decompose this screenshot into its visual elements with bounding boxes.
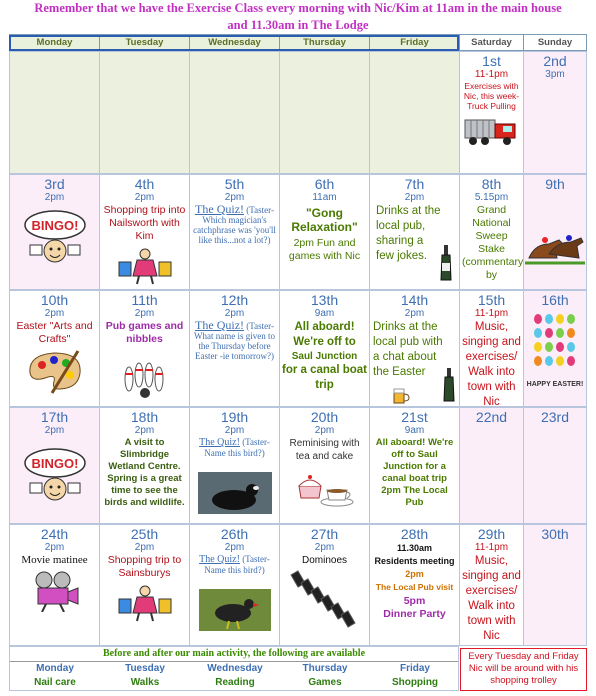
event-text: Residents meeting [374, 556, 455, 566]
header-friday: Friday [369, 34, 460, 51]
bingo-icon [22, 445, 88, 505]
day-number: 27th [310, 526, 339, 542]
event-time: 2pm [314, 425, 335, 436]
event-text: Shopping trip into Nailsworth with Kim [103, 204, 186, 242]
event-text: 2pm Fun and games with Nic [288, 237, 361, 262]
event-text: Drinks at the local pub, sharing a few jokes. [376, 205, 441, 262]
event-text: The Local Pub visit [375, 582, 454, 592]
event-time: 2pm [224, 192, 245, 203]
day-cell-2 [523, 51, 587, 174]
empty-cell [9, 51, 100, 174]
event-time: 2pm [405, 569, 424, 579]
tea-cake-icon [293, 466, 357, 510]
day-number: 23rd [540, 409, 570, 425]
day-number: 3rd [44, 176, 65, 192]
header-sunday: Sunday [523, 34, 587, 51]
footer-day: Friday [399, 663, 430, 674]
footer-day: Wednesday [207, 663, 263, 674]
day-number: 26th [220, 526, 249, 542]
event-time: 2pm [404, 308, 425, 319]
event-time: 11-1pm [474, 542, 509, 553]
svg-text:BINGO!: BINGO! [31, 218, 78, 233]
day-number: 4th [134, 176, 155, 192]
event-text: for a canal boat trip [282, 364, 367, 391]
day-cell-4 [99, 174, 190, 290]
day-cell-6 [279, 174, 370, 290]
day-cell-29 [459, 524, 524, 646]
day-number: 7th [404, 176, 425, 192]
event-time: 5pm [403, 595, 426, 607]
event-time: 11.30am [396, 543, 433, 553]
day-cell-14 [369, 290, 460, 407]
event-text: Dominoes [301, 555, 348, 566]
day-number: 22nd [475, 409, 508, 425]
bingo-icon [22, 207, 88, 267]
day-number: 28th [400, 526, 429, 542]
event-text: Music, singing and exercises/ Walk into town with Nic [462, 555, 521, 642]
day-number: 13th [310, 292, 339, 308]
event-time: 2pm [134, 192, 155, 203]
quiz-question: (Taster- Which magician's catchphrase was 'you'll like this...not a lot?) [193, 205, 276, 245]
footer-day: Thursday [302, 663, 348, 674]
day-number: 24th [40, 526, 69, 542]
day-number: 9th [545, 176, 565, 192]
movie-camera-icon [30, 570, 80, 612]
svg-text:BINGO!: BINGO! [31, 456, 78, 471]
header-tuesday: Tuesday [99, 34, 190, 51]
day-cell-15 [459, 290, 524, 407]
footer-item-thursday [280, 662, 370, 690]
event-text: Exercises with Nic, this week- Truck Pulling [463, 81, 520, 111]
header-monday: Monday [9, 34, 100, 51]
header-thursday: Thursday [279, 34, 370, 51]
quiz-title: The Quiz! [199, 554, 240, 565]
day-cell-9 [523, 174, 587, 290]
event-time: 2pm [224, 308, 245, 319]
quiz-title: The Quiz! [199, 437, 240, 448]
dominoes-icon [290, 570, 360, 632]
day-number: 25th [130, 526, 159, 542]
quiz-title: The Quiz! [195, 202, 245, 216]
day-cell-11 [99, 290, 190, 407]
event-time: 2pm [134, 308, 155, 319]
footer-activity: Nail care [34, 677, 76, 688]
footer-day: Monday [36, 663, 74, 674]
event-time: 2pm [44, 308, 65, 319]
event-text: Pub games and nibbles [105, 320, 184, 345]
footer-item-wednesday [190, 662, 280, 690]
day-cell-19 [189, 407, 280, 524]
horse-race-icon [525, 230, 585, 266]
event-text: A visit to Slimbridge Wetland Centre. Spring is a great time to see the birds and wildlife. [104, 437, 185, 508]
event-time: 9am [404, 425, 425, 436]
moorhen-icon [199, 589, 271, 631]
palette-icon [24, 349, 86, 395]
day-cell-5 [189, 174, 280, 290]
day-number: 2nd [543, 53, 567, 69]
day-cell-12 [189, 290, 280, 407]
day-number: 21st [401, 409, 428, 425]
day-cell-21 [369, 407, 460, 524]
event-time: 5.15pm [474, 192, 509, 203]
event-time: 9am [314, 308, 335, 319]
footer-activities [9, 646, 459, 691]
event-text: Grand National Sweep Stake (commentary by [462, 204, 524, 281]
footer-note: Before and after our main activity, the following are available [10, 647, 458, 662]
event-time: 2pm [134, 425, 155, 436]
easter-eggs-icon [530, 311, 580, 375]
coot-icon [198, 472, 272, 514]
event-time: 11-1pm [474, 69, 509, 80]
event-text: Movie matinee [21, 554, 88, 566]
happy-easter-caption: HAPPY EASTER! [526, 381, 584, 388]
event-time: 2pm [44, 192, 65, 203]
day-cell-8 [459, 174, 524, 290]
bowling-icon [115, 349, 175, 399]
day-cell-27 [279, 524, 370, 646]
banner [0, 0, 596, 34]
event-time: 2pm [224, 542, 245, 553]
day-number: 20th [310, 409, 339, 425]
footer-activity: Games [308, 677, 342, 688]
empty-cell [99, 51, 190, 174]
event-text: Easter "Arts and Crafts" [16, 320, 93, 345]
day-number: 16th [541, 292, 569, 308]
footer-activity: Shopping [391, 677, 439, 688]
day-cell-1 [459, 51, 524, 174]
wine-icon [439, 245, 453, 281]
day-number: 15th [477, 292, 506, 308]
event-time: 3pm [545, 69, 565, 80]
footer-day: Tuesday [125, 663, 165, 674]
event-time: 11-1pm [474, 308, 509, 319]
day-number: 1st [482, 53, 501, 69]
event-time: 2pm [134, 542, 155, 553]
day-cell-28 [369, 524, 460, 646]
day-cell-22 [459, 407, 524, 524]
event-text: Shopping trip to Sainsburys [107, 554, 182, 579]
event-time: 2pm [404, 192, 425, 203]
event-title: "Gong Relaxation" [291, 206, 358, 234]
event-text: All aboard! We're off to [293, 321, 356, 348]
day-cell-23 [523, 407, 587, 524]
day-cell-7 [369, 174, 460, 290]
day-number: 8th [481, 176, 502, 192]
empty-cell [369, 51, 460, 174]
footer-activity: Walks [130, 677, 160, 688]
day-cell-25 [99, 524, 190, 646]
day-cell-17 [9, 407, 100, 524]
empty-cell [189, 51, 280, 174]
day-number: 11th [131, 292, 158, 308]
banner-line-1: Remember that we have the Exercise Class every morning with Nic/Kim at 11am in the main house [34, 1, 562, 15]
day-number: 19th [220, 409, 249, 425]
day-number: 18th [130, 409, 159, 425]
quiz-question: (Taster- Name this bird?) [204, 554, 270, 575]
event-time: 2pm [224, 425, 245, 436]
event-text: Saul Junction [291, 351, 358, 362]
day-cell-30 [523, 524, 587, 646]
quiz-question: (Taster- What name is given to the Thursday before Easter -ie tomorrow?) [194, 321, 275, 361]
footer-item-tuesday [100, 662, 190, 690]
day-cell-16 [523, 290, 587, 407]
day-cell-13 [279, 290, 370, 407]
shopping-lady-icon [115, 583, 175, 623]
shopping-lady-icon [115, 246, 175, 286]
day-number: 17th [40, 409, 69, 425]
beer-icon [392, 388, 410, 404]
event-time: 2pm [44, 425, 65, 436]
event-text: Dinner Party [383, 608, 446, 620]
day-cell-3 [9, 174, 100, 290]
event-time: 2pm [314, 542, 335, 553]
header-saturday: Saturday [459, 34, 524, 51]
day-cell-26 [189, 524, 280, 646]
event-text: All aboard! We're off to Saul Junction for a canal boat trip 2pm The Local Pub [375, 437, 454, 508]
day-number: 12th [220, 292, 249, 308]
day-cell-24 [9, 524, 100, 646]
day-number: 29th [477, 526, 506, 542]
footer-activity: Reading [215, 677, 255, 688]
event-time: 11am [312, 192, 337, 203]
empty-cell [279, 51, 370, 174]
event-text: Music, singing and exercises/ Walk into town with Nic [462, 321, 521, 407]
event-text: Reminising with tea and cake [289, 438, 360, 462]
quiz-question: (Taster- Name this bird?) [204, 437, 270, 458]
day-number: 5th [224, 176, 245, 192]
wine-icon [443, 368, 455, 402]
truck-icon [463, 114, 521, 148]
day-number: 6th [314, 176, 335, 192]
day-cell-10 [9, 290, 100, 407]
day-cell-18 [99, 407, 190, 524]
trolley-note: Every Tuesday and Friday Nic will be around with his shopping trolley [460, 648, 587, 691]
day-number: 14th [400, 292, 429, 308]
header-wednesday: Wednesday [189, 34, 280, 51]
day-number: 10th [40, 292, 69, 308]
day-number: 30th [541, 526, 569, 542]
footer-item-monday [10, 662, 100, 690]
day-cell-20 [279, 407, 370, 524]
quiz-title: The Quiz! [195, 318, 245, 332]
banner-line-2: and 11.30am in The Lodge [227, 18, 369, 32]
event-time: 2pm [44, 542, 65, 553]
footer-item-friday [370, 662, 460, 690]
event-text: Drinks at the local pub with a chat about the Easter [373, 321, 443, 378]
calendar [9, 34, 587, 688]
